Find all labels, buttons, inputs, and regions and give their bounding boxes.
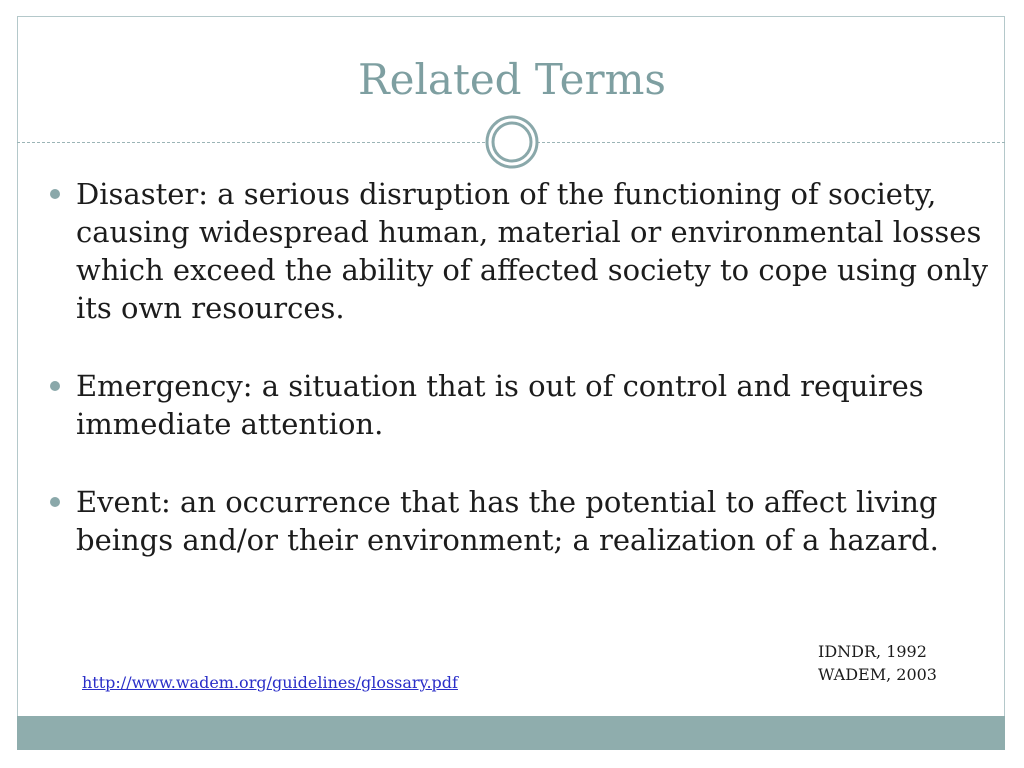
footer-bar (17, 716, 1005, 750)
bullet-item-emergency (48, 367, 998, 443)
citation-idndr: IDNDR, 1992 (818, 642, 927, 661)
bullet-item-event (48, 483, 998, 559)
bullet-text: Emergency: a situation that is out of control and requires immediate attention. (76, 369, 924, 441)
bullet-dot-icon (50, 497, 60, 507)
bullet-dot-icon (50, 381, 60, 391)
bullet-text: Event: an occurrence that has the potential to affect living beings and/or their environment; a realization of a hazard. (76, 485, 939, 557)
glossary-link[interactable]: http://www.wadem.org/guidelines/glossary.pdf (82, 673, 458, 692)
bullet-item-disaster (48, 175, 998, 327)
circle-ornament-icon (484, 114, 540, 170)
slide-title: Related Terms (358, 55, 666, 104)
bullet-list (48, 175, 998, 559)
citation-block (818, 640, 937, 686)
citation-wadem: WADEM, 2003 (818, 665, 937, 684)
bullet-text: Disaster: a serious disruption of the functioning of society, causing widespread human, material or environmental losses which exceed the ability of affected society to cope using only its own resources. (76, 177, 989, 325)
bullet-dot-icon (50, 189, 60, 199)
